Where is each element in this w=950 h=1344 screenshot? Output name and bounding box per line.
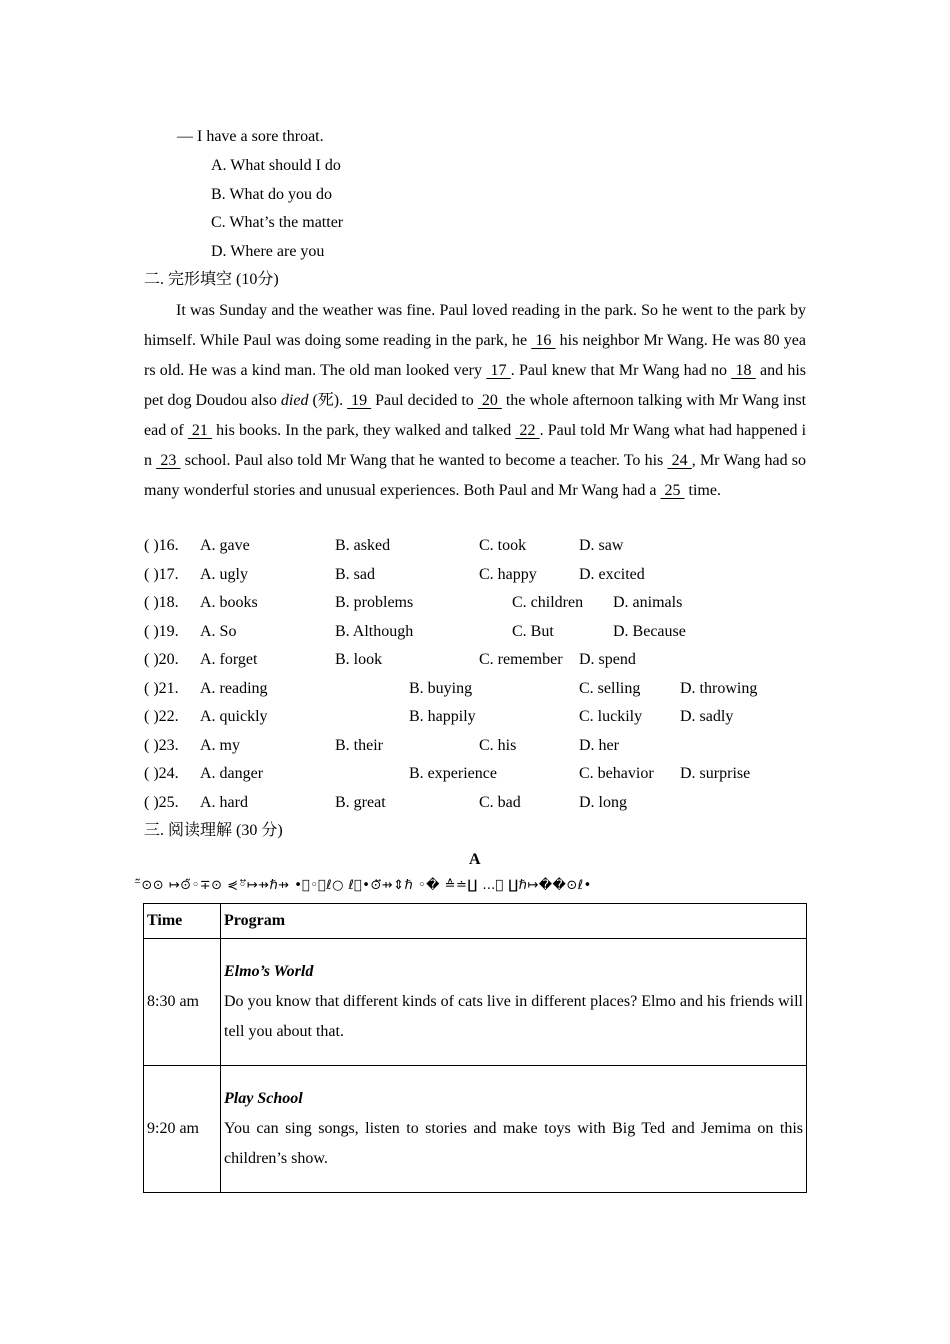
option-b: B. problems <box>335 594 414 611</box>
option-a: A. quickly <box>200 708 268 725</box>
option-a: A. danger <box>200 765 264 782</box>
passage-text: It was Sunday and the weather was fine. Paul loved reading in the park. So he went to the park by himself. While Paul was doing some reading in the park, he <box>144 302 806 349</box>
question-number: ( )17. <box>144 566 179 583</box>
q15-option-d: D. Where are you <box>211 243 325 260</box>
option-d: D. surprise <box>680 765 751 782</box>
option-b: B. sad <box>335 566 375 583</box>
option-a: A. gave <box>200 537 250 554</box>
option-d: D. excited <box>579 566 645 583</box>
q15-option-c: C. What’s the matter <box>211 214 344 231</box>
passage-text: school. Paul also told Mr Wang that he wanted to become a teacher. To his <box>180 452 668 469</box>
q15-option-b: B. What do you do <box>211 186 333 203</box>
option-c: C. his <box>479 737 517 754</box>
answer-blank: 25 <box>660 482 685 499</box>
answer-blank: 18 <box>731 362 756 379</box>
passage-text: his books. In the park, they walked and talked <box>212 422 516 439</box>
passage-text: . Paul told Mr Wang what had happened in <box>144 422 807 469</box>
answer-blank: 21 <box>187 422 213 439</box>
question-number: ( )18. <box>144 594 179 611</box>
question-number: ( )23. <box>144 737 179 754</box>
option-d: D. her <box>579 737 619 754</box>
option-d: D. throwing <box>680 680 758 697</box>
option-c: C. But <box>512 623 554 640</box>
option-c: C. happy <box>479 566 537 583</box>
garbled-instruction-line: ⁻̃⊙⊙ ↦⊙̃◦∓⊙ ⋞◦⃡↦⇸ℏ⇸ •⃝◦⃝ℓ○ ℓ⃝•⊙⃡⇸⇕ℏ ◦� ≙≐∐ …⃝ ∐ℏ↦��⊙ℓ• <box>134 878 592 893</box>
section3-heading: 三. 阅读理解 (30 分) <box>144 822 283 839</box>
program-title: Elmo’s World <box>224 963 314 980</box>
table-header-row <box>144 904 807 939</box>
passage-text: Paul decided to <box>371 392 478 409</box>
program-time: 9:20 am <box>144 1066 221 1193</box>
option-d: D. spend <box>579 651 636 668</box>
option-d: D. animals <box>613 594 683 611</box>
program-description: Do you know that different kinds of cats live in different places? Elmo and his friends will tell you about that. <box>224 993 803 1040</box>
option-a: A. forget <box>200 651 258 668</box>
dialogue-answer-line: — I have a sore throat. <box>177 128 324 145</box>
answer-blank: 19 <box>347 392 372 409</box>
option-b: B. buying <box>409 680 473 697</box>
option-a: A. ugly <box>200 566 248 583</box>
option-d: D. sadly <box>680 708 734 725</box>
passage-text: time. <box>684 482 721 499</box>
passage-text: , Mr Wang had so many wonderful stories and unusual experiences. Both Paul and Mr Wang had a <box>144 452 807 499</box>
header-program: Program <box>221 904 807 939</box>
option-d: D. saw <box>579 537 624 554</box>
option-b: B. asked <box>335 537 391 554</box>
question-number: ( )19. <box>144 623 179 640</box>
table-row <box>144 1066 807 1193</box>
program-cell <box>221 1066 807 1193</box>
passage-text: and his pet dog Doudou also <box>144 362 807 409</box>
program-description: You can sing songs, listen to stories and make toys with Big Ted and Jemima on this children’s show. <box>224 1120 803 1167</box>
tv-schedule-table <box>143 903 807 1193</box>
answer-blank: 16 <box>531 332 556 349</box>
option-c: C. luckily <box>579 708 643 725</box>
option-c: C. behavior <box>579 765 654 782</box>
option-a: A. books <box>200 594 258 611</box>
option-b: B. Although <box>335 623 414 640</box>
option-b: B. look <box>335 651 383 668</box>
option-b: B. happily <box>409 708 476 725</box>
program-time: 8:30 am <box>144 939 221 1066</box>
italic-word: died <box>280 392 309 409</box>
header-time: Time <box>144 904 221 939</box>
answer-blank: 24 <box>667 452 692 469</box>
passage-text: (死). <box>308 392 348 409</box>
question-number: ( )20. <box>144 651 179 668</box>
section2-heading: 二. 完形填空 (10分) <box>144 271 279 288</box>
option-c: C. remember <box>479 651 563 668</box>
answer-blank: 22 <box>515 422 540 439</box>
answer-blank: 23 <box>156 452 181 469</box>
program-title: Play School <box>224 1090 303 1107</box>
passage-text: his neighbor Mr Wang. He was 80 years old. He was a kind man. The old man looked very <box>144 332 807 379</box>
option-b: B. their <box>335 737 383 754</box>
option-b: B. experience <box>409 765 497 782</box>
program-cell <box>221 939 807 1066</box>
option-c: C. bad <box>479 794 521 811</box>
passage-text: . Paul knew that Mr Wang had no <box>510 362 732 379</box>
question-number: ( )21. <box>144 680 179 697</box>
answer-blank: 17 <box>486 362 511 379</box>
q15-option-a: A. What should I do <box>211 157 341 174</box>
option-d: D. Because <box>613 623 686 640</box>
question-number: ( )16. <box>144 537 179 554</box>
question-number: ( )25. <box>144 794 179 811</box>
option-a: A. So <box>200 623 237 640</box>
option-c: C. selling <box>579 680 641 697</box>
table-row <box>144 939 807 1066</box>
answer-blank: 20 <box>477 392 502 409</box>
question-number: ( )22. <box>144 708 179 725</box>
option-a: A. my <box>200 737 240 754</box>
passage-text: the whole afternoon talking with Mr Wang instead of <box>144 392 807 439</box>
reading-part-label: A <box>469 851 481 868</box>
option-c: C. children <box>512 594 584 611</box>
cloze-passage <box>144 296 806 506</box>
option-c: C. took <box>479 537 527 554</box>
question-number: ( )24. <box>144 765 179 782</box>
option-d: D. long <box>579 794 627 811</box>
option-a: A. reading <box>200 680 268 697</box>
option-b: B. great <box>335 794 386 811</box>
option-a: A. hard <box>200 794 248 811</box>
